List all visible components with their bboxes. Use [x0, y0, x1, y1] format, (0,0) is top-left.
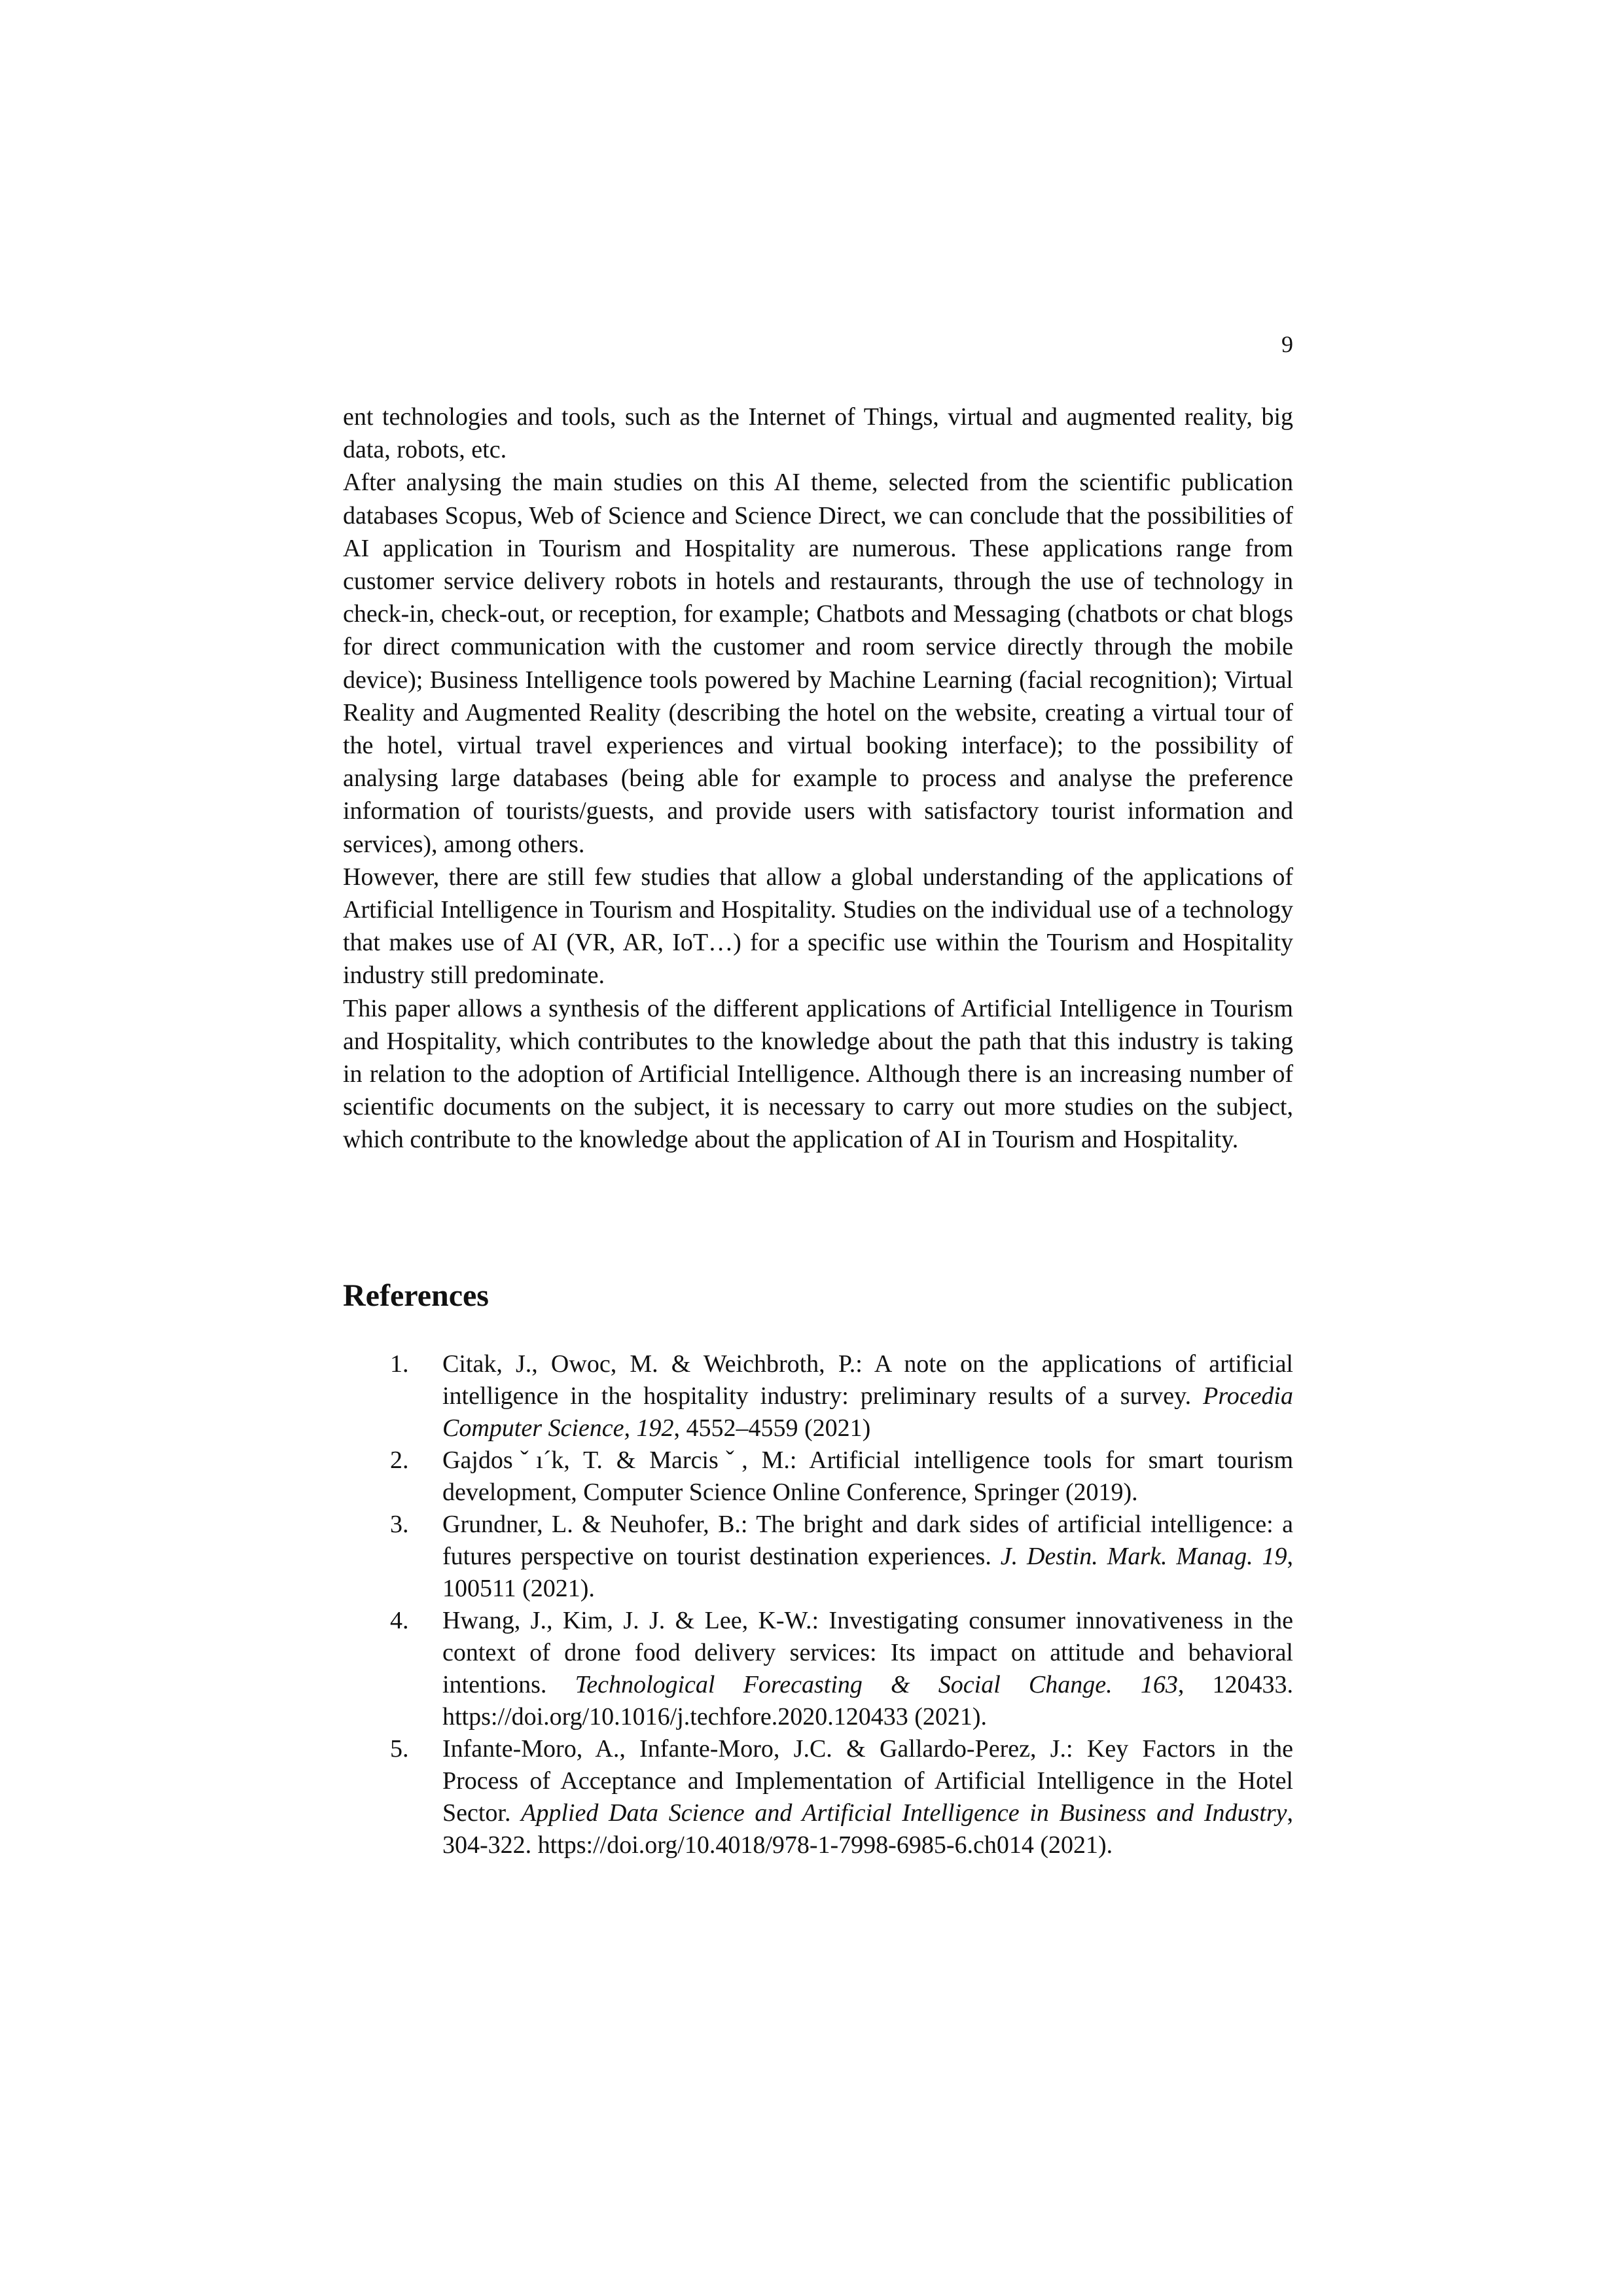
paragraph: However, there are still few studies that allow a global understanding of the applications of Artificial Intelligence in Tourism and Hospitality. Studies on the individual use of a technology that makes use of AI (VR, AR, IoT…) for a specific use within the Tourism and Hospitality industry still predominate.	[343, 863, 1293, 990]
reference-item	[343, 1605, 1293, 1733]
references-heading: References	[343, 1278, 489, 1313]
reference-source: Applied Data Science and Artificial Intelligence in Business and Industry	[521, 1799, 1287, 1827]
reference-text-main: Citak, J., Owoc, M. & Weichbroth, P.: A note on the applications of artificial intelligence in the hospitality industry: preliminary results of a survey.	[442, 1350, 1293, 1410]
paragraph: This paper allows a synthesis of the different applications of Artificial Intelligence in Tourism and Hospitality, which contributes to the knowledge about the path that this industry is taking in relation to the adoption of Artificial Intelligence. Although there is an increasing number of scientific documents on the subject, it is necessary to carry out more studies on the subject, which contribute to the knowledge about the application of AI in Tourism and Hospitality.	[343, 994, 1293, 1154]
reference-source: Procedia Computer Science, 192	[442, 1382, 1293, 1442]
reference-source: J. Destin. Mark. Manag. 19	[1000, 1543, 1287, 1570]
reference-text-main: Hwang, J., Kim, J. J. & Lee, K-W.: Investigating consumer innovativeness in the context of drone food delivery services: Its impact on attitude and behavioral intentions.	[442, 1607, 1293, 1698]
reference-text-tail: , 100511 (2021).	[442, 1543, 1293, 1602]
reference-text	[442, 1607, 1293, 1731]
reference-item	[343, 1444, 1293, 1509]
page-number: 9	[1281, 331, 1293, 357]
reference-text	[442, 1446, 1293, 1506]
reference-text-main: Infante-Moro, A., Infante-Moro, J.C. & Gallardo-Perez, J.: Key Factors in the Process of Acceptance and Implementation of Artificial Intelligence in the Hotel Sector.	[442, 1735, 1293, 1827]
body-text	[343, 401, 1293, 1157]
reference-source: Technological Forecasting & Social Change. 163	[575, 1671, 1178, 1698]
reference-item	[343, 1509, 1293, 1605]
reference-text-tail: , 4552–4559 (2021)	[673, 1414, 871, 1442]
reference-list	[343, 1348, 1293, 1861]
reference-text-main: Grundner, L. & Neuhofer, B.: The bright and dark sides of artificial intelligence: a futures perspective on tourist destination experiences.	[442, 1511, 1293, 1570]
reference-text-tail: , 304-322. https://doi.org/10.4018/978-1-7998-6985-6.ch014 (2021).	[442, 1799, 1293, 1859]
reference-text-tail: , 120433. https://doi.org/10.1016/j.techfore.2020.120433 (2021).	[442, 1671, 1293, 1731]
reference-text	[442, 1511, 1293, 1602]
reference-text	[442, 1735, 1293, 1859]
reference-number: 2.	[390, 1446, 409, 1474]
reference-item	[343, 1348, 1293, 1444]
reference-number: 5.	[390, 1735, 409, 1763]
reference-item	[343, 1733, 1293, 1861]
reference-number: 1.	[390, 1350, 409, 1378]
paragraph: After analysing the main studies on this AI theme, selected from the scientific publication databases Scopus, Web of Science and Science Direct, we can conclude that the possibilities of AI application in Tourism and Hospitality are numerous. These applications range from customer service delivery robots in hotels and restaurants, through the use of technology in check-in, check-out, or reception, for example; Chatbots and Messaging (chatbots or chat blogs for direct communication with the customer and room service directly through the mobile device); Business Intelligence tools powered by Machine Learning (facial recognition); Virtual Reality and Augmented Reality (describing the hotel on the website, creating a virtual tour of the hotel, virtual travel experiences and virtual booking interface); to the possibility of analysing large databases (being able for example to process and analyse the preference information of tourists/guests, and provide users with satisfactory tourist information and services), among others.	[343, 469, 1293, 858]
reference-number: 3.	[390, 1511, 409, 1538]
paragraph: ent technologies and tools, such as the Internet of Things, virtual and augmented reality, big data, robots, etc.	[343, 403, 1293, 464]
reference-text	[442, 1350, 1293, 1442]
reference-text-main: Gajdosˇı´k, T. & Marcisˇ, M.: Artificial intelligence tools for smart tourism development, Computer Science Online Conference, Springer (2019).	[442, 1446, 1293, 1506]
reference-number: 4.	[390, 1607, 409, 1634]
